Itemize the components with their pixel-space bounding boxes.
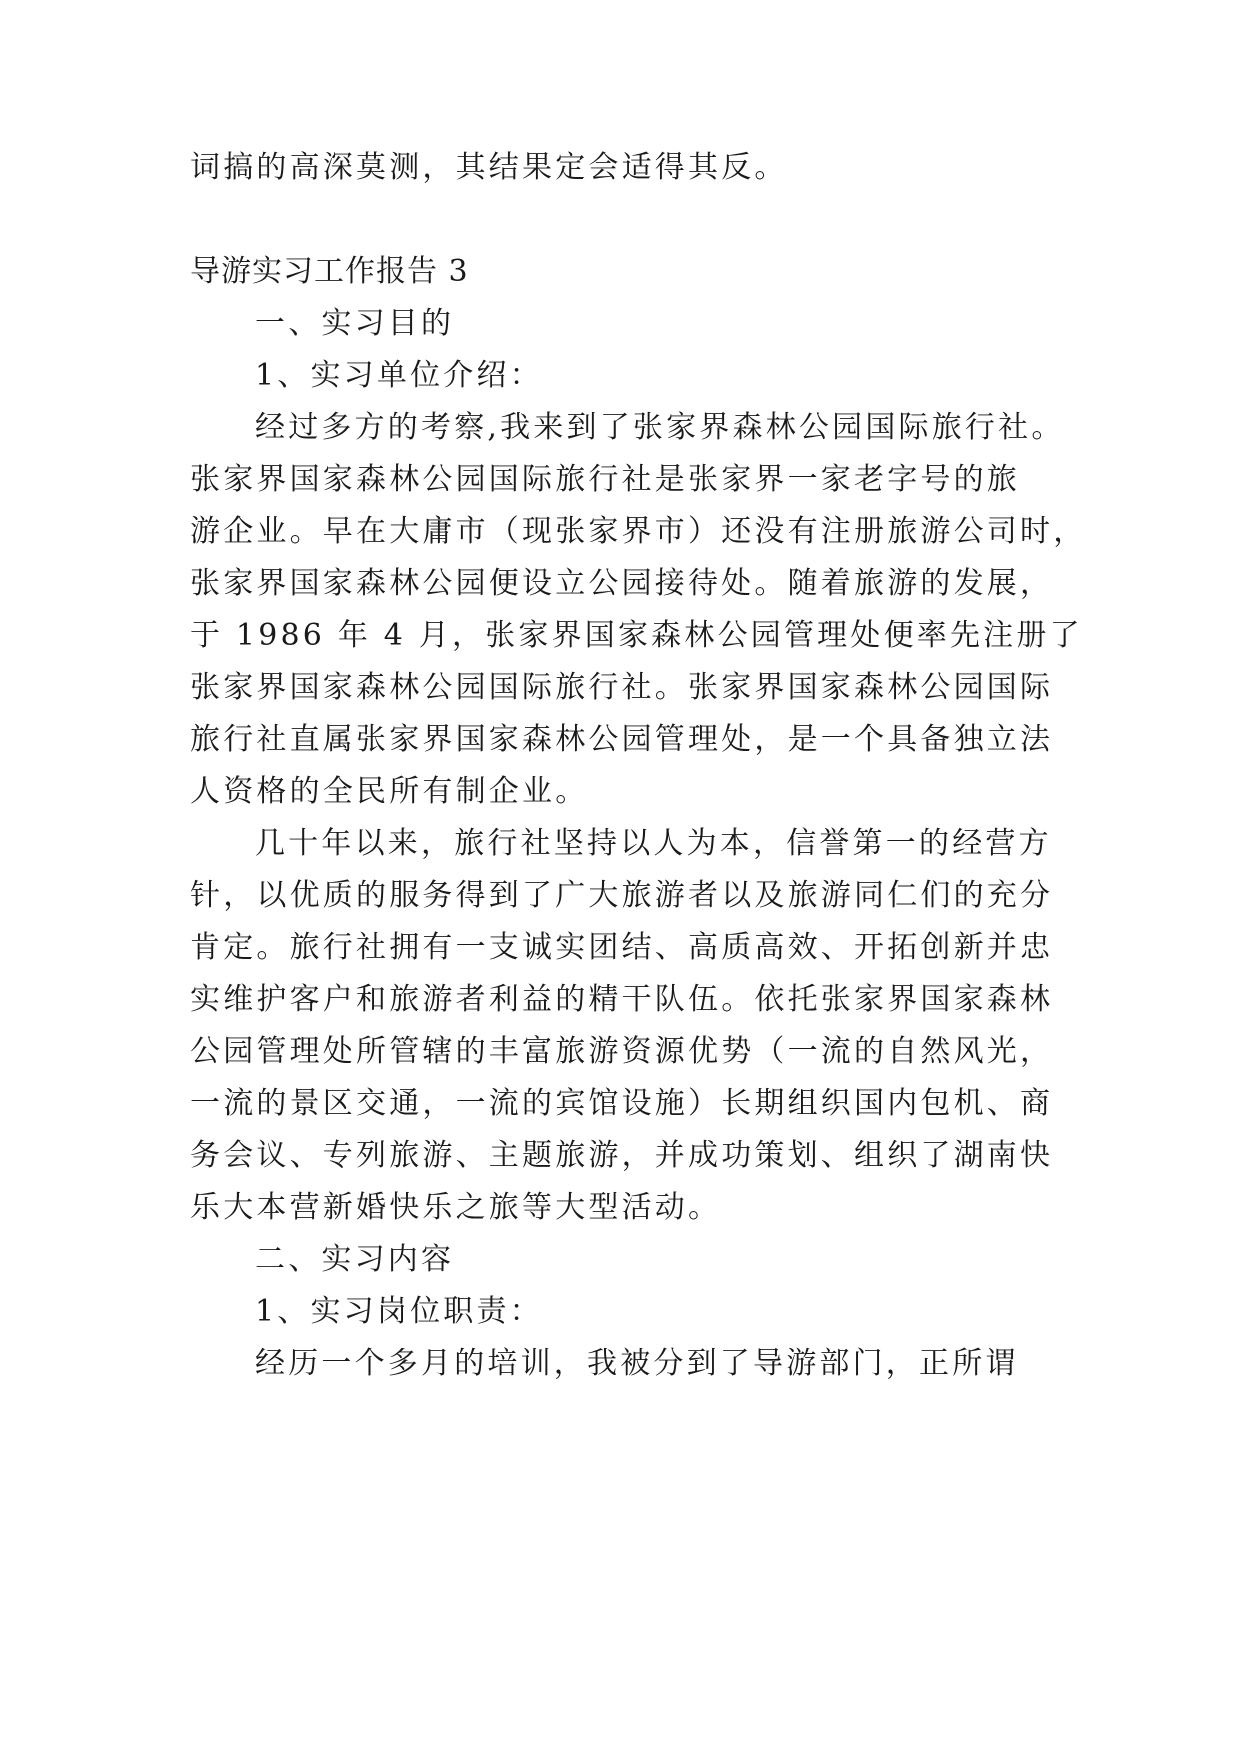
paragraph-line: 张家界国家森林公园国际旅行社。张家界国家森林公园国际 xyxy=(190,670,1054,705)
paragraph-line: 实维护客户和旅游者利益的精干队伍。依托张家界国家森林 xyxy=(190,982,1054,1017)
paragraph-line: 几十年以来，旅行社坚持以人为本，信誉第一的经营方 xyxy=(255,826,1052,861)
subheading-unit-intro: 1、实习单位介绍： xyxy=(255,358,543,393)
paragraph-line: 张家界国家森林公园便设立公园接待处。随着旅游的发展， xyxy=(190,566,1054,601)
paragraph-line: 针，以优质的服务得到了广大旅游者以及旅游同仁们的充分 xyxy=(190,878,1054,913)
paragraph-line: 务会议、专列旅游、主题旅游，并成功策划、组织了湖南快 xyxy=(190,1138,1054,1173)
continuation-text: 词搞的高深莫测，其结果定会适得其反。 xyxy=(190,150,788,185)
paragraph-line: 乐大本营新婚快乐之旅等大型活动。 xyxy=(190,1190,722,1225)
paragraph-line: 张家界国家森林公园国际旅行社是张家界一家老字号的旅 xyxy=(190,462,1020,497)
report-title: 导游实习工作报告 3 xyxy=(190,254,469,289)
subheading-job-duties: 1、实习岗位职责： xyxy=(255,1294,543,1329)
paragraph-line: 游企业。早在大庸市（现张家界市）还没有注册旅游公司时， xyxy=(190,514,1087,549)
section-heading-1: 一、实习目的 xyxy=(255,306,455,341)
paragraph-line: 经过多方的考察,我来到了张家界森林公园国际旅行社。 xyxy=(255,410,1065,445)
paragraph-line: 经历一个多月的培训，我被分到了导游部门，正所谓 xyxy=(255,1346,1019,1381)
paragraph-line: 人资格的全民所有制企业。 xyxy=(190,774,589,809)
paragraph-line: 肯定。旅行社拥有一支诚实团结、高质高效、开拓创新并忠 xyxy=(190,930,1054,965)
paragraph-line: 旅行社直属张家界国家森林公园管理处，是一个具备独立法 xyxy=(190,722,1054,757)
paragraph-line: 一流的景区交通，一流的宾馆设施）长期组织国内包机、商 xyxy=(190,1086,1054,1121)
section-heading-2: 二、实习内容 xyxy=(255,1242,455,1277)
paragraph-line: 公园管理处所管辖的丰富旅游资源优势（一流的自然风光， xyxy=(190,1034,1054,1069)
paragraph-line: 于 1986 年 4 月，张家界国家森林公园管理处便率先注册了 xyxy=(190,618,1083,653)
